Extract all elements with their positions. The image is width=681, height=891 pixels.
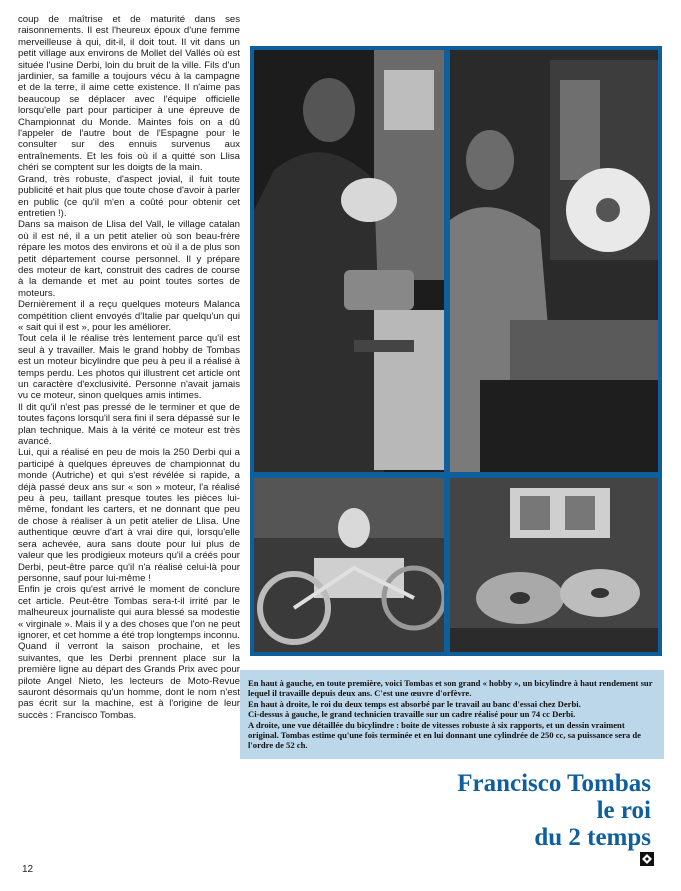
- title-line-roi: le roi: [596, 797, 651, 824]
- page-number: 12: [22, 864, 34, 875]
- caption-line: En haut à gauche, en toute première, voici Tombas et son grand « hobby », un bicylindre à haut rendement sur lequel il travaille depuis deux ans. C'est une œuvre d'orfèvre.: [248, 678, 653, 699]
- article-paragraph: Quand il verront la saison prochaine, et les suivantes, que les Derbi prennent place sur la première ligne au départ des Grands Prix avec pour pilote Angel Nieto, les lecteurs de Moto-Revue sauront désormais qu'un homme, dont le nom n'est pas écrit sur la machine, est à l'origine de leur succès : Francisco Tombas.: [18, 641, 240, 721]
- article-paragraph: Enfin je crois qu'est arrivé le moment de conclure cet article. Peut-être Tombas sera-t-il irrité par le malheureux journaliste qui aura blessé sa modestie « virginale ». Mais il y a des choses que l'on ne peut ignorer, et cet homme a été trop longtemps inconnu.: [18, 584, 240, 641]
- photo-engine-detail: [450, 478, 658, 652]
- caption-line: Ci-dessus à gauche, le grand technicien travaille sur un cadre réalisé pour un 74 cc Derbi.: [248, 709, 576, 720]
- article-paragraph: coup de maîtrise et de maturité dans ses raisonnements. Il est l'heureux époux d'une femme merveilleuse à qui, dit-il, il doit tout. Il vit dans un petit village aux environs de Mollet del Vallés où est située l'usine Derbi, loin du bruit de la ville. Fils d'un jardinier, sa famille a toujours vécu à la campagne et de la terre, il aime cette existence. Il n'aime pas beaucoup se déplacer avec l'équipe officielle lorsqu'elle part pour participer à une épreuve de Championnat du Monde. Maintes fois on a dû l'appeler de l'autre bout de l'Espagne pour le consulter sur des ennuis survenus aux entraînements. Et les fois où il a quitté son Llisa chéri se comptent sur les doigts de la main.: [18, 14, 240, 174]
- end-mark-icon: [640, 852, 654, 866]
- photo-test-bench: [450, 50, 658, 472]
- photo-frame-workshop: [254, 478, 444, 652]
- article-paragraph: Il dit qu'il n'est pas pressé de le terminer et que de toutes façons lorsqu'il sera fini il sera dépassé sur le plan technique. Mais à la vérité ce moteur est très avancé.: [18, 401, 240, 448]
- article-paragraph: Grand, très robuste, d'aspect jovial, il fuit toute publicité et hait plus que toute chose d'avoir à parler en public (ce qu'il m'en a coûté pour obtenir cet entretien !).: [18, 173, 240, 219]
- article-body: [18, 14, 240, 721]
- caption-line: En haut à droite, le roi du deux temps est absorbé par le travail au banc d'essai chez Derbi.: [248, 698, 581, 709]
- article-paragraph: Tout cela il le réalise très lentement parce qu'il est seul à y travailler. Mais le grand hobby de Tombas est un moteur bicylindre que peu à peu il a réalisé à temps perdu. Les photos qui illustrent cet article ont un caractère d'exclusivité. Personne n'avait jamais vu ce moteur, sinon quelques amis intimes.: [18, 333, 240, 402]
- article-paragraph: Dans sa maison de Llisa del Vall, le village catalan où il est né, il a un petit atelier où son beau-frère répare les motos des environs et où il a de plus son petit département course personnel. Il y prépare des moteur de kart, construit des cadres de course à la demande et met au point toutes sortes de moteurs.: [18, 219, 240, 299]
- title-line-name: Francisco Tombas: [457, 770, 651, 797]
- article-title: [457, 770, 651, 851]
- photo-tombas-engine: [254, 50, 444, 472]
- photo-grid: [250, 46, 662, 656]
- article-paragraph: Dernièrement il a reçu quelques moteurs Malanca compétition client envoyés d'Italie par quelqu'un qui « sait qui il est », pour les améliorer.: [18, 299, 240, 333]
- caption-line: A droite, une vue détaillée du bicylindre : boite de vitesses robuste à six rapports, et un dessin vraiment original. Tombas estime qu'une fois terminée et en lui donnant une cylindrée de 250 cc, sa puissance sera de l'ordre de 52 ch.: [248, 719, 641, 751]
- article-paragraph: Lui, qui a réalisé en peu de mois la 250 Derbi qui a participé à quelques épreuves de championnat du monde (Autriche) et qui s'est révélée si rapide, a déjà passé deux ans sur « son » moteur, l'a réalisé peu à peu, taillant presque toutes les pièces lui-même, fondant les carters, et ne donnant que peu de chose à réaliser à un petit atelier de Llisa. Une authentique œuvre d'art à vrai dire qui, lorsqu'elle sera achevée, aura sans doute pour lui plus de valeur que les prodigieux moteurs qu'il a créés pour Derbi, peut-être parce qu'il n'a réalisé celui-là pour personne, sauf pour lui-même !: [18, 447, 240, 584]
- photo-caption: [240, 670, 664, 759]
- title-line-temps: du 2 temps: [534, 824, 651, 851]
